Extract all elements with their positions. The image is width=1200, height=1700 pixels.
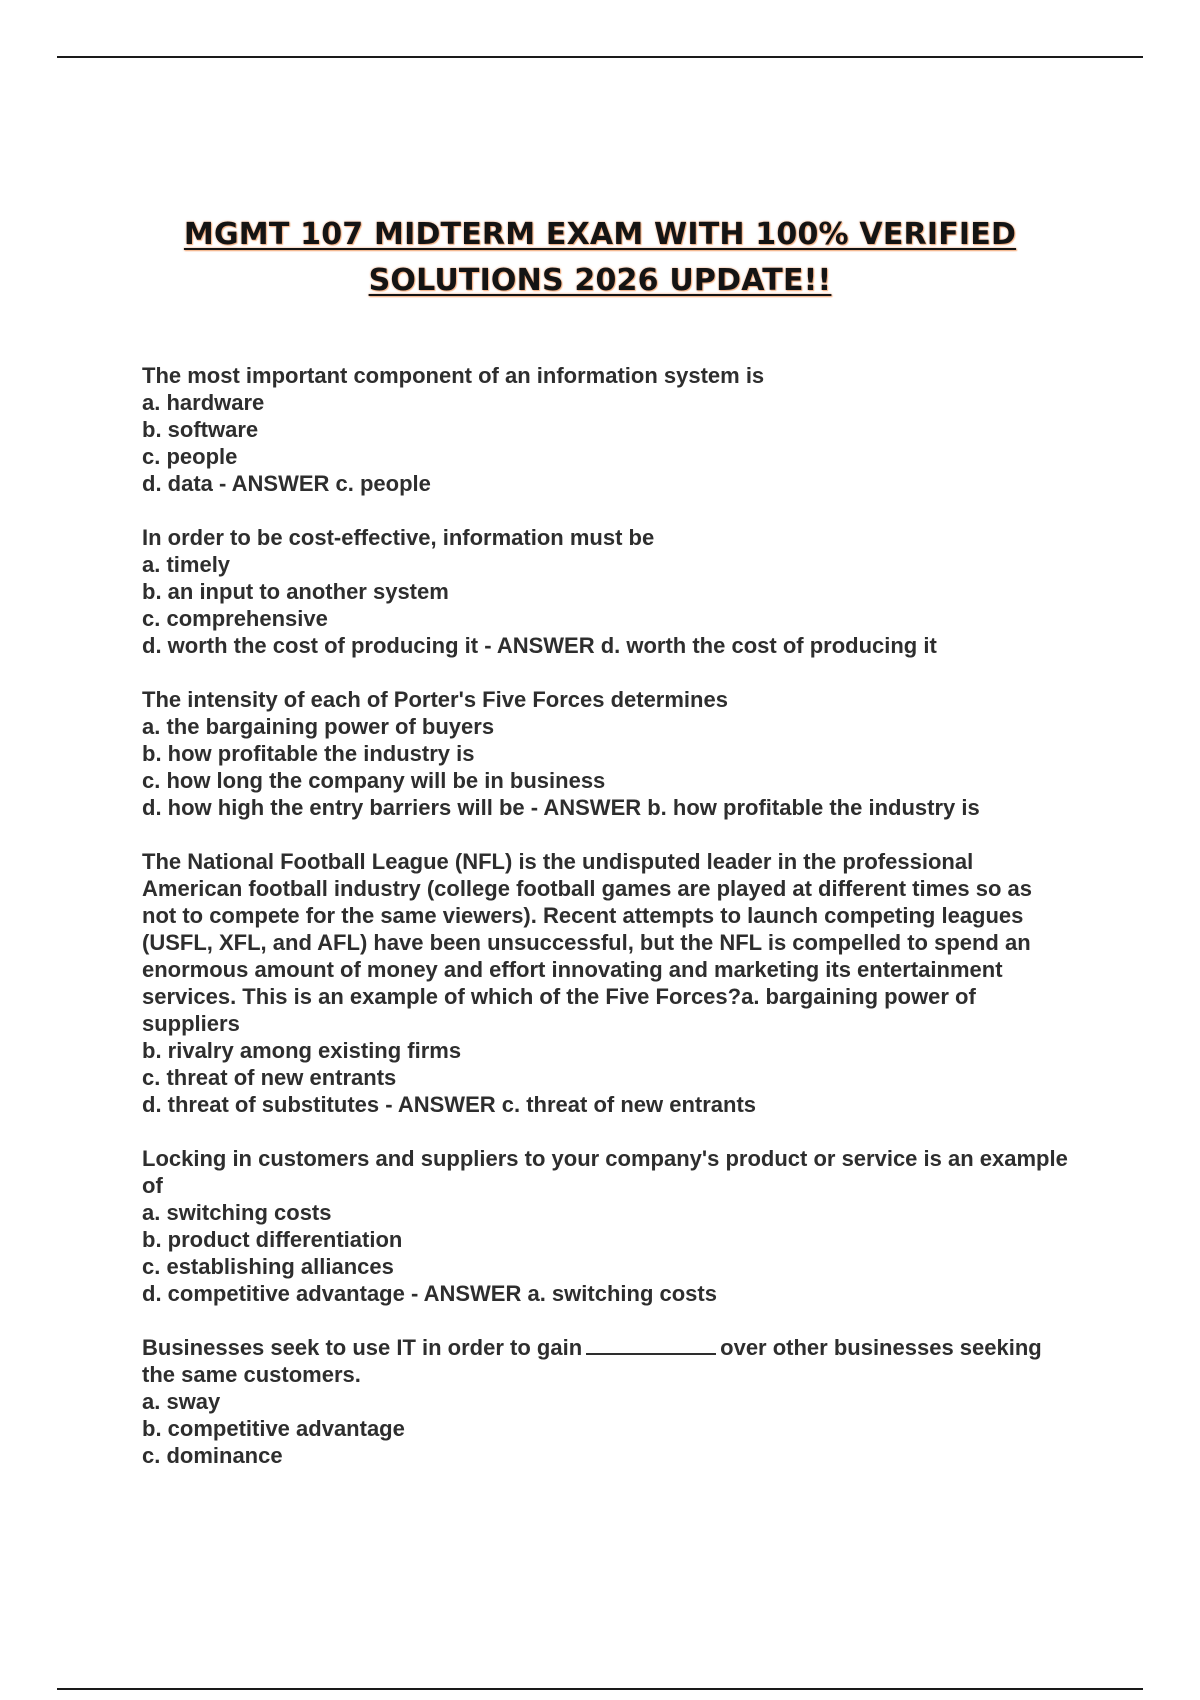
option-c: c. establishing alliances — [142, 1254, 394, 1279]
option-b: b. an input to another system — [142, 579, 449, 604]
option-a: a. the bargaining power of buyers — [142, 714, 495, 739]
option-d-answer: d. data - ANSWER c. people — [142, 471, 431, 496]
option-a: a. hardware — [142, 390, 265, 415]
question-3 — [142, 686, 1072, 821]
top-divider — [57, 56, 1143, 58]
option-a: a. switching costs — [142, 1200, 332, 1225]
option-c: c. comprehensive — [142, 606, 328, 631]
question-stem-start: Businesses seek to use IT in order to gain — [142, 1335, 583, 1360]
question-stem: The National Football League (NFL) is the undisputed leader in the professional American football industry (college football games are played at different times so as not to compete for the same viewers). Recent attempts to launch competing leagues (USFL, XFL, and AFL) have been unsuccessful, but the NFL is compelled to spend an enormous amount of money and effort innovating and marketing its entertainment services. This is an example of which of the Five Forces?a. bargaining power of suppliers — [142, 849, 1033, 1036]
option-b: b. how profitable the industry is — [142, 741, 475, 766]
option-d-answer: d. worth the cost of producing it - ANSWER d. worth the cost of producing it — [142, 633, 937, 658]
option-d-answer: d. threat of substitutes - ANSWER c. threat of new entrants — [142, 1092, 757, 1117]
question-stem: The most important component of an information system is — [142, 363, 765, 388]
document-title — [0, 212, 1200, 304]
option-b: b. product differentiation — [142, 1227, 403, 1252]
question-6 — [142, 1334, 1072, 1469]
question-2 — [142, 524, 1072, 659]
option-d-answer: d. competitive advantage - ANSWER a. switching costs — [142, 1281, 717, 1306]
option-d-answer: d. how high the entry barriers will be - ANSWER b. how profitable the industry is — [142, 795, 980, 820]
fill-in-blank — [586, 1335, 716, 1355]
question-list — [142, 362, 1072, 1496]
option-c: c. threat of new entrants — [142, 1065, 397, 1090]
question-stem: Locking in customers and suppliers to your company's product or service is an example of — [142, 1146, 1068, 1198]
option-c: c. how long the company will be in business — [142, 768, 606, 793]
option-b: b. competitive advantage — [142, 1416, 405, 1441]
option-b: b. software — [142, 417, 259, 442]
bottom-divider — [57, 1688, 1143, 1690]
question-stem-end: over other businesses seeking the same customers. — [142, 1335, 1042, 1387]
question-1 — [142, 362, 1072, 497]
question-5 — [142, 1145, 1072, 1307]
title-line-1: MGMT 107 MIDTERM EXAM WITH 100% VERIFIED — [183, 217, 1017, 252]
option-b: b. rivalry among existing firms — [142, 1038, 462, 1063]
question-stem: The intensity of each of Porter's Five Forces determines — [142, 687, 728, 712]
title-line-2: SOLUTIONS 2026 UPDATE!! — [368, 263, 832, 298]
option-a: a. timely — [142, 552, 231, 577]
option-c: c. people — [142, 444, 238, 469]
option-c: c. dominance — [142, 1443, 283, 1468]
option-a: a. sway — [142, 1389, 221, 1414]
question-4 — [142, 848, 1072, 1118]
question-stem: In order to be cost-effective, information must be — [142, 525, 655, 550]
